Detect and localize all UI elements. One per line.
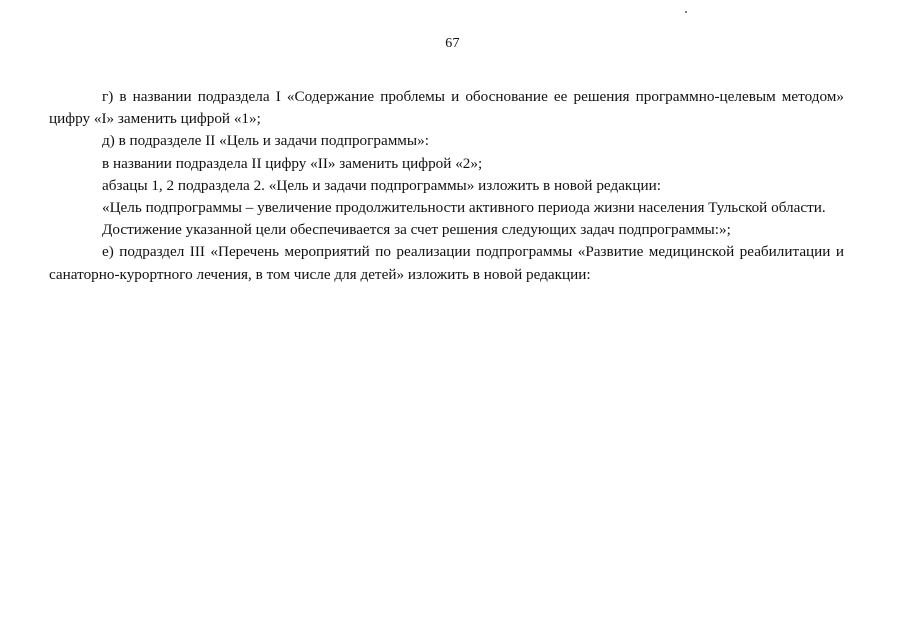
- paragraph-achievement: Достижение указанной цели обеспечивается за счет решения следующих задач подпрограммы:»;: [102, 221, 731, 239]
- paragraph-d: д) в подразделе II «Цель и задачи подпрограммы»:: [102, 132, 429, 150]
- paragraph-g: г) в названии подраздела I «Содержание проблемы и обоснование ее решения программно-целевым методом» цифру «I» заменить цифрой «1»;: [49, 88, 844, 128]
- paragraph-e: е) подраздел III «Перечень мероприятий по реализации подпрограммы «Развитие медицинской реабилитации и санаторно-курортного лечения, в том числе для детей» изложить в новой редакции:: [49, 243, 844, 283]
- paragraph-abzatsy: абзацы 1, 2 подраздела 2. «Цель и задачи подпрограммы» изложить в новой редакции:: [102, 176, 661, 194]
- body-text: [49, 86, 844, 286]
- page-number: 67: [445, 36, 460, 51]
- scan-speck: [685, 11, 687, 13]
- paragraph-subsection-title: в названии подраздела II цифру «II» заменить цифрой «2»;: [102, 154, 483, 172]
- paragraph-goal: «Цель подпрограммы – увеличение продолжительности активного периода жизни населения Тульской области.: [102, 199, 826, 217]
